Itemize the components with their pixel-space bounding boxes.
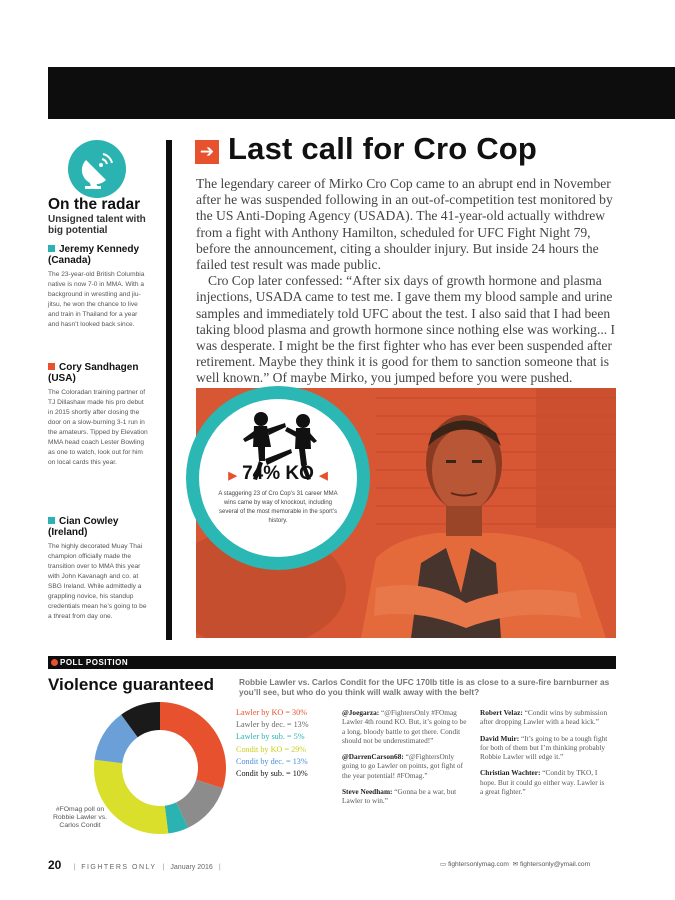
ko-stat-value: ▶ 74% KO ◀	[228, 463, 328, 484]
fighter-name: Cian Cowley (Ireland)	[48, 516, 119, 538]
bullet-dot-icon	[51, 659, 58, 666]
poll-section-label: POLL POSITION	[60, 658, 129, 667]
fighter-marker-icon	[48, 363, 55, 370]
poll-title: Violence guaranteed	[48, 675, 214, 694]
sidebar-subtitle: Unsigned talent with big potential	[48, 214, 146, 236]
quote-author: @Joegarza:	[342, 708, 381, 717]
footer-contact	[440, 858, 590, 872]
fighter-marker-icon	[48, 517, 55, 524]
page-number: 20	[48, 858, 62, 872]
article-paragraph: Cro Cop later confessed: “After six days of growth hormone and plasma injections, USADA came to test me. I gave them my blood sample and urine samples and immediately told UFC about the test. I also said that I had been taking blood plasma and growth hormone since nothing else was working... I was desperate. I might be the first fighter who has ever been suspended after retirement. Maybe they think it is good for them to sanction someone that is well known.” Of maybe Mirko, you jumped before you were pushed.	[196, 273, 616, 386]
radar-dish-icon	[68, 140, 126, 198]
fighter-bio: The highly decorated Muay Thai champion officially made the transition over to MMA this year with John Kavanagh and co. at SBG Ireland. While admittedly a grappling novice, his standup credentials mean he’s going to be a threat from day one.	[48, 543, 147, 620]
reader-quote	[480, 734, 608, 762]
article-paragraph: The legendary career of Mirko Cro Cop came to an abrupt end in November after he was suspended following in an out-of-competition test monitored by the US Anti-Doping Agency (USADA). The 41-year-old actually withdrew from a fight with Anthony Hamilton, scheduled for UFC Fight Night 79, before the announcement, citing a shoulder injury. But inside 24 hours the failed test result was made public.	[196, 176, 613, 273]
legend-item: Lawler by sub. = 5%	[236, 732, 305, 742]
legend-item: Condit by dec. = 13%	[236, 756, 308, 766]
quote-text: “Condit wins by submission after dropping Lawler with a head kick.”	[480, 708, 608, 727]
fighter-entry	[48, 362, 150, 468]
article-headline: Last call for Cro Cop	[228, 131, 538, 166]
fighter-name: Jeremy Kennedy (Canada)	[48, 244, 140, 266]
magazine-name: FIGHTERS ONLY	[81, 864, 157, 871]
reader-quote	[342, 752, 470, 780]
quote-text: “It’s going to be a tough fight for both of them but I’m thinking probably Robbie Lawler will edge it.”	[480, 733, 608, 762]
triangle-left-icon: ◀	[319, 470, 328, 482]
reader-quotes-column	[342, 708, 470, 813]
fighter-entry	[48, 244, 150, 330]
legend-item: Lawler by KO = 30%	[236, 708, 308, 717]
quote-author: Robert Velaz:	[480, 708, 525, 717]
triangle-right-icon: ▶	[228, 470, 237, 482]
quote-text: “@FightersOnly going to go Lawler on points, got fight of the year potential! #FOmag.”	[342, 752, 463, 780]
fighter-bio: The Coloradan training partner of TJ Dillashaw made his pro debut in 2015 shortly after closing the door on a slow-burning 3-1 run in the amateurs. Tipped by Elevation MMA head coach Lester Bowling as one to watch, look out for him on local cards this year.	[48, 389, 148, 466]
poll-caption: #FOmag poll on Robbie Lawler vs. Carlos Condit	[52, 806, 108, 829]
poll-section-bar	[48, 656, 616, 669]
reader-quote	[342, 787, 470, 806]
monitor-icon: ▭	[440, 861, 447, 868]
poll-intro: Robbie Lawler vs. Carlos Condit for the UFC 170lb title is as close to a sure-fire barnburner as you’ll see, but who do you think will walk away with the belt?	[239, 677, 610, 697]
email-link[interactable]: fightersonly@ymail.com	[519, 861, 591, 868]
poll-donut-chart	[92, 700, 228, 836]
legend-item: Condit by KO = 29%	[236, 744, 307, 754]
article-body	[196, 176, 626, 387]
quote-text: “Gonna be a war, but Lawler to win.”	[342, 787, 457, 806]
donut-slice-lawler-by-ko	[160, 702, 226, 788]
legend-item: Condit by sub. = 10%	[236, 769, 308, 779]
mail-icon: ✉	[512, 861, 519, 868]
quote-author: David Muir:	[480, 733, 521, 743]
reader-quote	[480, 708, 608, 727]
arrow-right-icon: ➔	[195, 140, 219, 164]
quote-text: “@FightersOnly #FOmag Lawler 4th round KO. But, it’s going to be a long, bloody battle to get there. Condit should not be underestimated!”	[342, 708, 467, 745]
sidebar-title: On the radar	[48, 196, 141, 213]
fighter-name: Cory Sandhagen (USA)	[48, 362, 139, 384]
quote-author: @DarrenCarson68:	[342, 752, 406, 762]
poll-legend	[236, 707, 332, 780]
reader-quotes-column	[480, 708, 608, 803]
quote-text: “Condit by TKO, I hope. But it could go either way. Lawler is a great fighter.”	[480, 768, 605, 797]
legend-item: Lawler by dec. = 13%	[236, 720, 309, 730]
reader-quote	[342, 708, 470, 745]
quote-author: Christian Wachter:	[480, 768, 543, 778]
ko-stat-description: A staggering 23 of Cro Cop’s 31 career MMA wins came by way of knockout, including several of the most memorable in the sport’s history.	[218, 491, 338, 524]
website-link[interactable]: fightersonlymag.com	[448, 861, 509, 868]
fighter-marker-icon	[48, 245, 55, 252]
page-footer: 20 | FIGHTERS ONLY | January 2016 |	[48, 858, 221, 872]
quote-author: Steve Needham:	[342, 787, 395, 797]
reader-quote	[480, 768, 608, 796]
fighter-entry	[48, 516, 150, 622]
fighter-bio: The 23-year-old British Columbia native is now 7-0 in MMA. With a background in wrestling and jiu-jitsu, he won the chance to live and train in Thailand for a year and hasn’t looked back since.	[48, 271, 145, 328]
top-banner-bar	[48, 67, 675, 119]
issue-date: January 2016	[170, 864, 213, 871]
column-divider	[166, 140, 172, 640]
